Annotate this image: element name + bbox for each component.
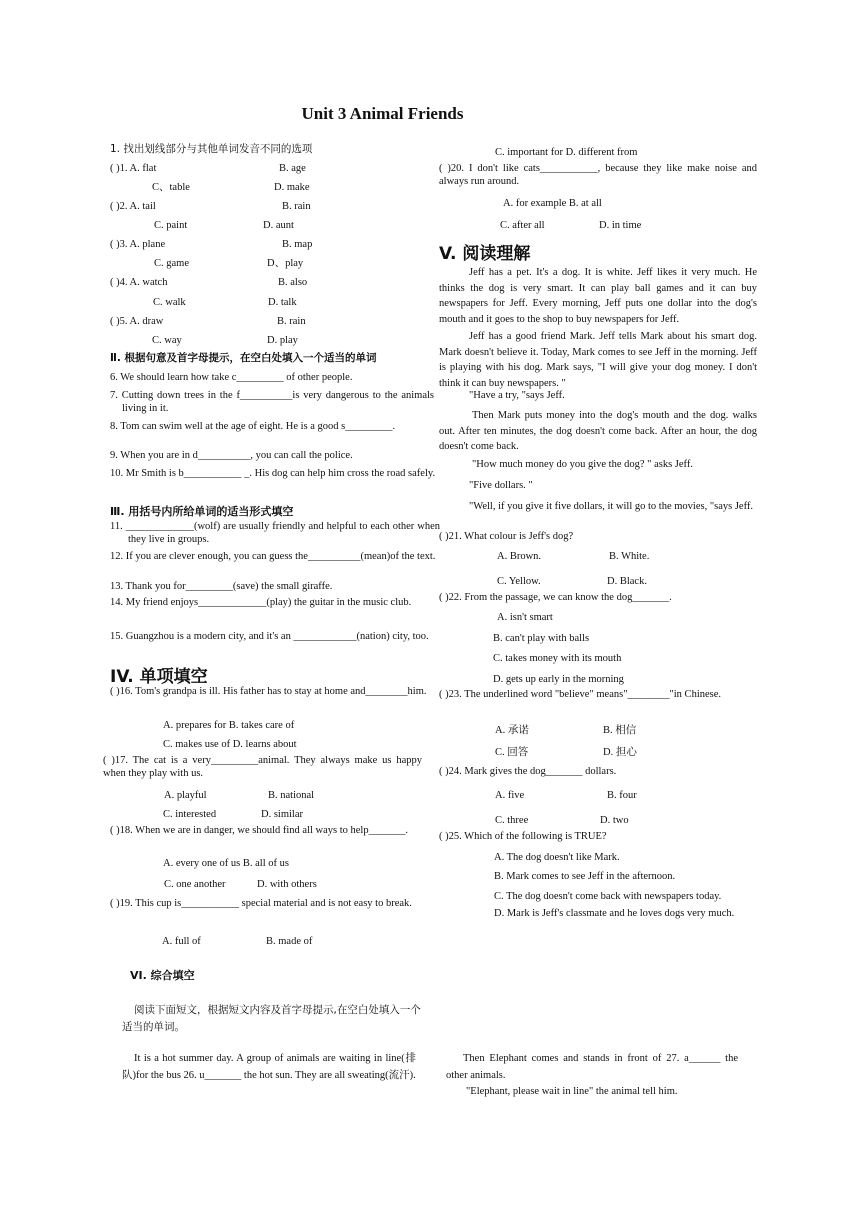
question-6: 6. We should learn how take c_________ of other people.: [110, 372, 353, 383]
q18-option-c: C. one another: [164, 879, 226, 890]
q17-option-b: B. national: [268, 790, 315, 801]
q20-options-ab: A. for example B. at all: [503, 198, 602, 209]
question-19: ( )19. This cup is___________ special material and is not easy to break.: [110, 898, 412, 909]
reading-paragraph-7: "Well, if you give it five dollars, it will go to the movies, "says Jeff.: [469, 501, 753, 512]
q16-options-cd: C. makes use of D. learns about: [163, 739, 297, 750]
section-4-heading: IV. 单项填空: [110, 667, 208, 687]
section-3-heading: Ⅲ. 用括号内所给单词的适当形式填空: [110, 505, 294, 518]
reading-paragraph-3: "Have a try, "says Jeff.: [469, 390, 565, 401]
q24-option-a: A. five: [495, 790, 525, 801]
q2-option-c: C. paint: [154, 220, 188, 231]
q19-option-b: B. made of: [266, 936, 313, 947]
q22-option-d: D. gets up early in the morning: [493, 674, 624, 685]
q21-option-a: A. Brown.: [497, 551, 542, 562]
q3-option-b: B. map: [282, 239, 313, 250]
q25-option-c: C. The dog doesn't come back with newspapers today.: [494, 891, 722, 902]
page-title: Unit 3 Animal Friends: [301, 104, 464, 123]
q1-option-b: B. age: [279, 163, 306, 174]
reading-paragraph-5: "How much money do you give the dog? " asks Jeff.: [472, 459, 693, 470]
q24-option-b: B. four: [607, 790, 637, 801]
q21-option-b: B. White.: [609, 551, 650, 562]
reading-paragraph-2: Jeff has a good friend Mark. Jeff tells Mark about his smart dog. Mark doesn't believe it. Today, Mark comes to see Jeff in the morning. Jeff is playing with his dog. Mark says, "I will give your dog money. I don't think it can buy newspapers. ": [439, 331, 757, 389]
q18-option-d: D. with others: [257, 879, 317, 890]
section-5-heading: V. 阅读理解: [439, 244, 531, 264]
question-20: ( )20. I don't like cats___________, because they like make noise and always run around.: [439, 163, 757, 187]
q16-options-ab: A. prepares for B. takes care of: [163, 720, 295, 731]
question-3: ( )3. A. plane: [110, 239, 166, 250]
cloze-paragraph-3: "Elephant, please wait in line" the animal tell him.: [466, 1086, 678, 1097]
question-9: 9. When you are in d__________, you can call the police.: [110, 450, 353, 461]
question-14: 14. My friend enjoys_____________(play) the guitar in the music club.: [110, 597, 412, 608]
q25-option-d: D. Mark is Jeff's classmate and he loves dogs very much.: [494, 908, 735, 919]
question-2: ( )2. A. tail: [110, 201, 156, 212]
q5-option-b: B. rain: [277, 316, 306, 327]
question-23: ( )23. The underlined word "believe" means"________"in Chinese.: [439, 689, 722, 700]
question-18: ( )18. When we are in danger, we should find all ways to help_______.: [110, 825, 408, 836]
q22-option-b: B. can't play with balls: [493, 633, 590, 644]
question-8: 8. Tom can swim well at the age of eight. He is a good s_________.: [110, 421, 396, 432]
q22-option-a: A. isn't smart: [497, 612, 553, 623]
q4-option-b: B. also: [278, 277, 308, 288]
q5-option-c: C. way: [152, 335, 182, 346]
q24-option-d: D. two: [600, 815, 629, 826]
reading-paragraph-1: Jeff has a pet. It's a dog. It is white. Jeff likes it very much. He thinks the dog is very smart. It can play ball games and it can buy newspapers for Jeff. Every morning, Jeff puts one dollar into the dog's mouth and it goes to the shop to buy newspapers for Jeff.: [439, 267, 757, 325]
question-1: ( )1. A. flat: [110, 163, 157, 174]
question-22: ( )22. From the passage, we can know the dog_______.: [439, 592, 672, 603]
q17-option-d: D. similar: [261, 809, 303, 820]
cloze-paragraph-2: Then Elephant comes and stands in front of 27. a______ the other animals.: [446, 1053, 738, 1081]
q2-option-b: B. rain: [282, 201, 311, 212]
q17-option-a: A. playful: [164, 790, 207, 801]
q23-option-d: D. 担心: [603, 747, 637, 758]
question-4: ( )4. A. watch: [110, 277, 168, 288]
q25-option-a: A. The dog doesn't like Mark.: [494, 852, 620, 863]
q4-option-d: D. talk: [268, 297, 297, 308]
question-5: ( )5. A. draw: [110, 316, 164, 327]
reading-paragraph-6: "Five dollars. ": [469, 480, 533, 491]
q25-option-b: B. Mark comes to see Jeff in the afternoon.: [494, 871, 676, 882]
section-2-heading: Ⅱ. 根据句意及首字母提示，在空白处填入一个适当的单词: [110, 352, 377, 364]
section-6-instructions: 阅读下面短文，根据短文内容及首字母提示,在空白处填入一个适当的单词。: [122, 1004, 421, 1033]
section-1-heading: 1. 找出划线部分与其他单词发音不同的选项: [110, 143, 313, 155]
question-13: 13. Thank you for_________(save) the small giraffe.: [110, 581, 333, 592]
q23-option-c: C. 回答: [495, 747, 529, 758]
q2-option-d: D. aunt: [263, 220, 294, 231]
q19-option-a: A. full of: [162, 936, 201, 947]
cloze-paragraph-1: It is a hot summer day. A group of animals are waiting in line(排队)for the bus 26. u_______ the hot sun. They are all sweating(流汗).: [122, 1053, 416, 1081]
q20-option-d: D. in time: [599, 220, 642, 231]
question-21: ( )21. What colour is Jeff's dog?: [439, 531, 574, 542]
q22-option-c: C. takes money with its mouth: [493, 653, 622, 664]
q1-option-d: D. make: [274, 182, 310, 193]
question-16: ( )16. Tom's grandpa is ill. His father has to stay at home and________him.: [110, 686, 427, 697]
question-24: ( )24. Mark gives the dog_______ dollars.: [439, 766, 617, 777]
question-12: 12. If you are clever enough, you can guess the__________(mean)of the text.: [110, 551, 436, 562]
q18-options-ab: A. every one of us B. all of us: [163, 858, 289, 869]
question-15: 15. Guangzhou is a modern city, and it's an ____________(nation) city, too.: [110, 631, 429, 642]
question-10: 10. Mr Smith is b___________ _. His dog can help him cross the road safely.: [110, 468, 436, 479]
reading-paragraph-4: Then Mark puts money into the dog's mouth and the dog. walks out. After ten minutes, the dog doesn't come back. After an hour, the dog doesn't come back.: [439, 410, 757, 452]
question-11: 11. _____________(wolf) are usually friendly and helpful to each other when they live in groups.: [110, 521, 440, 545]
q3-option-c: C. game: [154, 258, 189, 269]
q23-option-b: B. 相信: [603, 725, 637, 736]
q4-option-c: C. walk: [153, 297, 186, 308]
q1-option-c: C、table: [152, 182, 190, 193]
q23-option-a: A. 承诺: [495, 725, 529, 736]
q20-option-c: C. after all: [500, 220, 545, 231]
q21-option-c: C. Yellow.: [497, 576, 541, 587]
q24-option-c: C. three: [495, 815, 529, 826]
q5-option-d: D. play: [267, 335, 298, 346]
q21-option-d: D. Black.: [607, 576, 647, 587]
q19-options-cd: C. important for D. different from: [495, 147, 638, 158]
question-17: ( )17. The cat is a very_________animal. They always make us happy when they play with us.: [103, 755, 422, 779]
question-7: 7. Cutting down trees in the f__________is very dangerous to the animals living in it.: [110, 390, 434, 414]
section-6-heading: VI. 综合填空: [130, 969, 195, 982]
q17-option-c: C. interested: [163, 809, 217, 820]
q3-option-d: D、play: [267, 258, 304, 269]
question-25: ( )25. Which of the following is TRUE?: [439, 831, 607, 842]
